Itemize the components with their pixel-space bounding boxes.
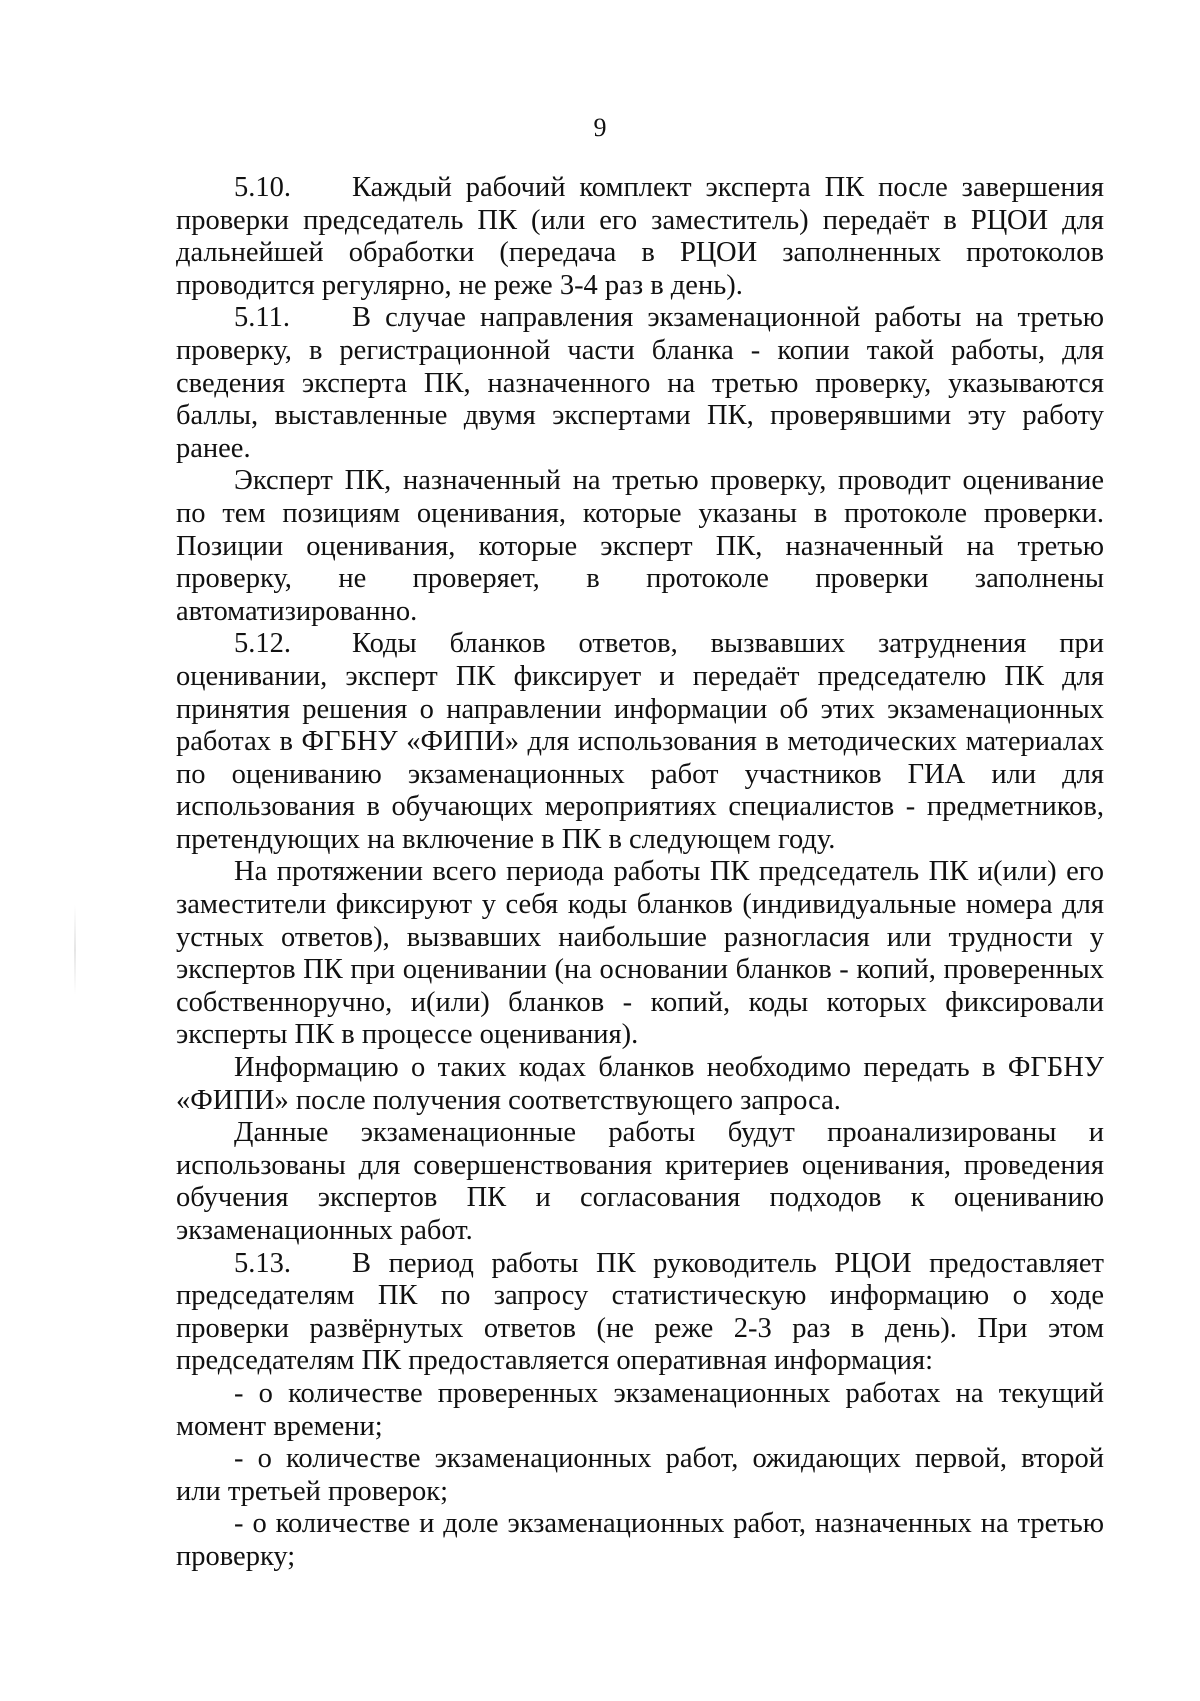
paragraph-5-11 [176,302,1104,465]
section-number: 5.12. [234,628,291,660]
paragraph-text: В случае направления экзаменационной работы на третью проверку, в регистрационной части бланка - копии такой работы, для сведения эксперта ПК, назначенного на третью проверку, указываются баллы, выставленные двумя экспертами ПК, проверявшими эту работу ранее. [176,302,1104,464]
section-number: 5.13. [234,1247,291,1279]
paragraph-third-check-expert: Эксперт ПК, назначенный на третью проверку, проводит оценивание по тем позициям оценивания, которые указаны в протоколе проверки. Позиции оценивания, которые эксперт ПК, назначенный на третью проверку, не проверяет, в протоколе проверки заполнены автоматизированно. [176,465,1104,627]
paragraph-text: Каждый рабочий комплект эксперта ПК после завершения проверки председатель ПК (или его заместитель) передаёт в РЦОИ для дальнейшей обработки (передача в РЦОИ заполненных протоколов проводится регулярно, не реже 3-4 раз в день). [176,172,1104,301]
section-number: 5.10. [234,172,291,203]
page-number: 9 [593,113,607,142]
paragraph-text: Коды бланков ответов, вызвавших затруднения при оценивании, эксперт ПК фиксирует и передаёт председателю ПК для принятия решения о направлении информации об этих экзаменационных работах в ФГБНУ «ФИПИ» для использования в методических материалах по оцениванию экзаменационных работ участников ГИА или для использования в обучающих мероприятиях специалистов - предметников, претендующих на включение в ПК в следующем году. [176,628,1104,855]
paragraph-transfer-codes: Информацию о таких кодах бланков необходимо передать в ФГБНУ «ФИПИ» после получения соответствующего запроса. [176,1052,1104,1116]
list-item: - о количестве проверенных экзаменационных работах на текущий момент времени; [176,1377,1104,1442]
paragraph-text: В период работы ПК руководитель РЦОИ предоставляет председателям ПК по запросу статистическую информацию о ходе проверки развёрнутых ответов (не реже 2-3 раз в день). При этом председателям ПК предоставляется оперативная информация: [176,1247,1104,1377]
paragraph-5-13 [176,1248,1104,1378]
paragraph-5-10 [176,172,1104,302]
list-item: - о количестве экзаменационных работ, ожидающих первой, второй или третьей проверок; [176,1443,1104,1507]
paragraph-chairman-codes: На протяжении всего периода работы ПК председатель ПК и(или) его заместители фиксируют у себя коды бланков (индивидуальные номера для устных ответов), вызвавших наибольшие разногласия или трудности у экспертов ПК при оценивании (на основании бланков - копий, проверенных собственноручно, и(или) бланков - копий, коды которых фиксировали эксперты ПК в процессе оценивания). [176,856,1104,1051]
paragraph-analysis: Данные экзаменационные работы будут проанализированы и использованы для совершенствования критериев оценивания, проведения обучения экспертов ПК и согласования подходов к оцениванию экзаменационных работ. [176,1117,1104,1246]
paragraph-5-12 [176,628,1104,856]
document-body [176,172,1104,1574]
section-number: 5.11. [234,302,290,334]
list-item: - о количестве и доле экзаменационных работ, назначенных на третью проверку; [176,1508,1104,1572]
scan-artifact [74,905,76,995]
